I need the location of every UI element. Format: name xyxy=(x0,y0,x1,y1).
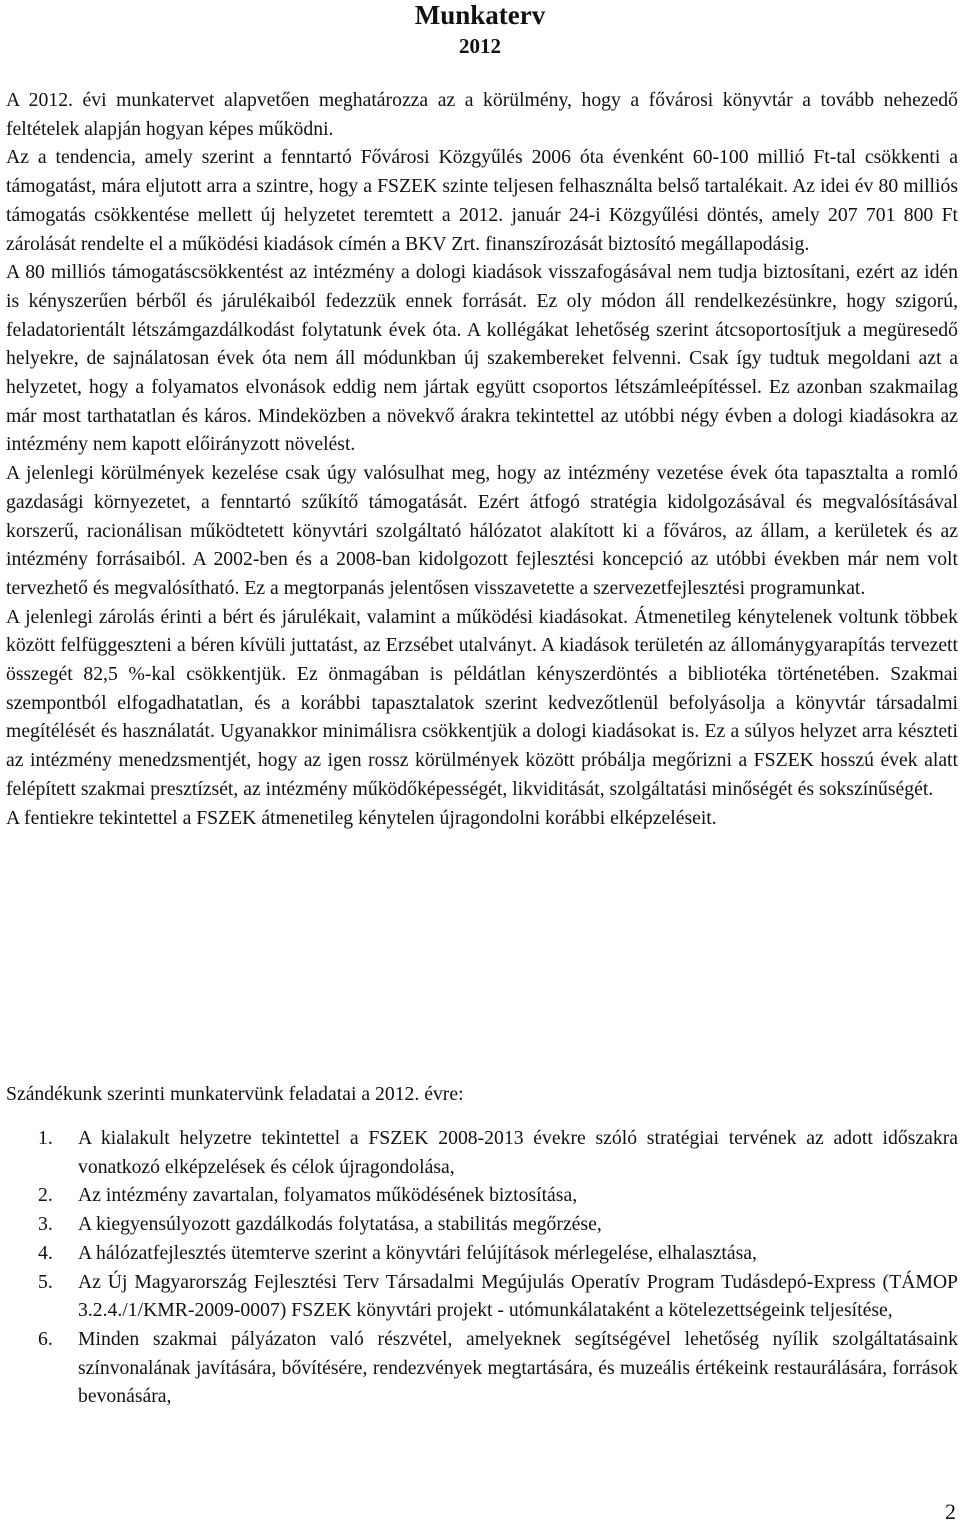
paragraph: A jelenlegi zárolás érinti a bért és járulékait, valamint a működési kiadásokat. Átmenetileg kénytelenek voltunk többek között felfüggeszteni a béren kívüli juttatást, az Erzsébet utalványt. A kiadások területén az állománygyarapítás tervezett összegét 82,5 %-kal csökkentjük. Ez önmagában is példátlan kényszerdöntés a bibliotéka történetében. Szakmai szempontból elfogadhatatlan, és a korábbi tapasztalatok szerint kedvezőtlenül befolyásolja a könyvtár társadalmi megítélését és használatát. Ugyanakkor minimálisra csökkentjük a dologi kiadásokat is. Ez a súlyos helyzet arra készteti az intézmény menedzsmentjét, hogy az igen rossz körülmények között próbálja megőrizni a FSZEK hosszú évek alatt felépített szakmai presztízsét, az intézmény működőképességét, likviditását, szolgáltatási minőségét és sokszínűségét. xyxy=(6,605,958,800)
task-list xyxy=(0,1124,958,1411)
list-item xyxy=(0,1124,958,1181)
document-title: Munkaterv xyxy=(414,0,546,30)
paragraph: A 2012. évi munkatervet alapvetően meghatározza az a körülmény, hogy a fővárosi könyvtár a tovább nehezedő feltételek alapján hogyan képes működni. xyxy=(6,89,958,140)
page-number: 2 xyxy=(945,1499,956,1524)
list-item-number: 5. xyxy=(38,1270,53,1293)
list-item-text: Az intézmény zavartalan, folyamatos működésének biztosítása, xyxy=(78,1184,578,1207)
list-item xyxy=(0,1325,958,1411)
list-item-number: 2. xyxy=(38,1184,53,1207)
list-item-text: A hálózatfejlesztés ütemterve szerint a könyvtári felújítások mérlegelése, elhalasztása, xyxy=(78,1241,757,1264)
list-item-number: 4. xyxy=(38,1241,53,1264)
list-item-number: 3. xyxy=(38,1213,53,1236)
tasks-heading: Szándékunk szerinti munkatervünk feladatai a 2012. évre: xyxy=(6,1083,464,1105)
list-item-text: A kiegyensúlyozott gazdálkodás folytatása, a stabilitás megőrzése, xyxy=(78,1213,602,1236)
list-item xyxy=(0,1210,958,1239)
document-year: 2012 xyxy=(459,34,501,58)
list-item xyxy=(0,1239,958,1268)
paragraph: Az a tendencia, amely szerint a fenntartó Fővárosi Közgyűlés 2006 óta évenként 60-100 millió Ft-tal csökkenti a támogatást, mára eljutott arra a szintre, hogy a FSZEK szinte teljesen felhasználta belső tartalékait. Az idei év 80 milliós támogatás csökkentése mellett új helyzetet teremtett a 2012. január 24-i Közgyűlési döntés, amely 207 701 800 Ft zárolását rendelte el a működési kiadások címén a BKV Zrt. finanszírozását biztosító megállapodásig. xyxy=(6,146,958,255)
list-item xyxy=(0,1268,958,1325)
paragraph: A 80 milliós támogatáscsökkentést az intézmény a dologi kiadások visszafogásával nem tudja biztosítani, ezért az idén is kényszerűen bérből és járulékaiból fedezzük ennek forrását. Ez oly módon áll rendelkezésünkre, hogy szigorú, feladatorientált létszámgazdálkodást folytatunk évek óta. A kollégákat lehetőség szerint átcsoportosítjuk a megüresedő helyekre, de sajnálatosan évek óta nem áll módunkban új szakembereket felvenni. Csak így tudtuk megoldani azt a helyzetet, hogy a folyamatos elvonások eddig nem jártak együtt csoportos létszámleépítéssel. Ez azonban szakmailag már most tarthatatlan és káros. Mindeközben a növekvő árakra tekintettel az utóbbi négy évben a dologi kiadásokra az intézmény nem kapott előirányzott növelést. xyxy=(6,261,958,456)
body-text xyxy=(6,86,958,832)
list-item-number: 1. xyxy=(38,1127,53,1149)
list-item-text: Az Új Magyarország Fejlesztési Terv Társadalmi Megújulás Operatív Program Tudásdepó-Express (TÁMOP 3.2.4./1/KMR-2009-0007) FSZEK könyvtári projekt - utómunkálataként a kötelezettségeink teljesítése, xyxy=(78,1270,958,1322)
list-item-text: Minden szakmai pályázaton való részvétel, amelyeknek segítségével lehetőség nyílik szolgáltatásaink színvonalának javítására, bővítésére, rendezvények megtartására, és muzeális értékeink restaurálására, források bevonására, xyxy=(78,1327,958,1408)
paragraph: A fentiekre tekintettel a FSZEK átmenetileg kénytelen újragondolni korábbi elképzeléseit. xyxy=(6,806,717,829)
paragraph: A jelenlegi körülmények kezelése csak úgy valósulhat meg, hogy az intézmény vezetése évek óta tapasztalta a romló gazdasági környezetet, a fenntartó szűkítő támogatását. Ezért átfogó stratégia kidolgozásával és megvalósításával korszerű, racionálisan működtetett könyvtári szolgáltató hálózatot alakított ki a főváros, az állam, a kerületek és az intézmény forrásaiból. A 2002-ben és a 2008-ban kidolgozott fejlesztési koncepció az utóbbi években már nem volt tervezhető és megvalósítható. Ez a megtorpanás jelentősen visszavetette a szervezetfejlesztési programunkat. xyxy=(6,462,958,599)
list-item xyxy=(0,1181,958,1210)
list-item-number: 6. xyxy=(38,1327,53,1350)
list-item-text: A kialakult helyzetre tekintettel a FSZEK 2008-2013 évekre szóló stratégiai tervének az adott időszakra vonatkozó elképzelések és célok újragondolása, xyxy=(78,1127,958,1178)
